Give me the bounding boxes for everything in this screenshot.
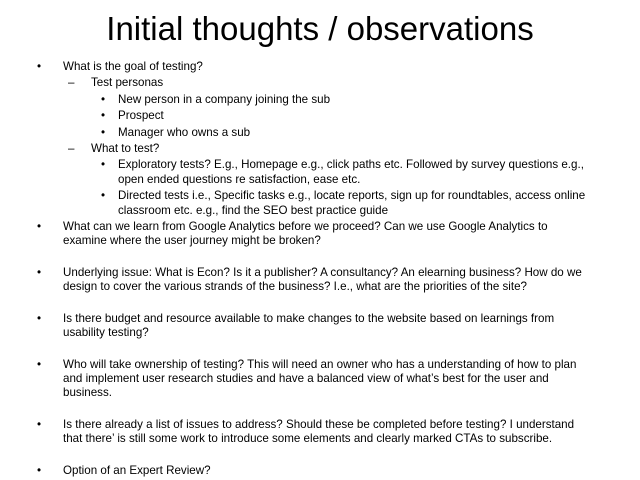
list-item bbox=[0, 93, 590, 107]
list-item-text: Option of an Expert Review? bbox=[63, 463, 211, 477]
bullet-icon: • bbox=[37, 357, 42, 371]
list-item-text: Prospect bbox=[118, 109, 164, 123]
bullet-icon: • bbox=[101, 92, 106, 106]
list-item bbox=[0, 312, 593, 341]
bullet-icon: • bbox=[101, 109, 106, 123]
list-item bbox=[0, 109, 590, 123]
list-item bbox=[0, 126, 590, 140]
bullet-icon: • bbox=[37, 417, 42, 431]
dash-icon: – bbox=[68, 76, 75, 90]
list-item-text: Manager who owns a sub bbox=[118, 125, 251, 139]
list-item bbox=[0, 76, 591, 90]
slide-body bbox=[0, 60, 640, 478]
list-item bbox=[0, 220, 593, 249]
list-item bbox=[0, 266, 593, 295]
list-item-text: Is there budget and resource available to make changes to the website based on learnings from usability testing? bbox=[63, 311, 555, 340]
bullet-icon: • bbox=[37, 60, 42, 73]
list-item-text: Who will take ownership of testing? This will need an owner who has a understanding of how to plan and implement user research studies and have a balanced view of what’s best for the user and business. bbox=[63, 357, 577, 400]
list-item-text: What to test? bbox=[91, 142, 160, 156]
slide-title: Initial thoughts / observations bbox=[106, 10, 534, 47]
bullet-icon: • bbox=[37, 463, 42, 477]
list-item bbox=[0, 60, 593, 74]
bullet-icon: • bbox=[37, 220, 42, 234]
list-item-text: Is there already a list of issues to address? Should these be completed before testing? I understand that there’ is still some work to introduce some elements and clearly marked CTAs to subscribe. bbox=[63, 417, 575, 446]
list-item-text: Exploratory tests? E.g., Homepage e.g., click paths etc. Followed by survey questions e.g., open ended questions re satisfaction, ease etc. bbox=[118, 158, 584, 186]
bullet-icon: • bbox=[37, 311, 42, 325]
list-item bbox=[0, 142, 591, 156]
bullet-icon: • bbox=[101, 125, 106, 139]
list-item-text: New person in a company joining the sub bbox=[118, 92, 331, 106]
list-item-text: Directed tests i.e., Specific tasks e.g., locate reports, sign up for roundtables, access online classroom etc. e.g., find the SEO best practice guide bbox=[118, 189, 586, 217]
list-item bbox=[0, 464, 593, 478]
list-item-text: Underlying issue: What is Econ? Is it a publisher? A consultancy? An elearning business? How do we design to cover the various strands of the business? I.e., what are the priorities of the site? bbox=[63, 265, 582, 294]
dash-icon: – bbox=[68, 142, 75, 156]
list-item bbox=[0, 418, 593, 447]
list-item-text: Test personas bbox=[91, 76, 164, 90]
bullet-icon: • bbox=[101, 189, 106, 203]
bullet-icon: • bbox=[37, 265, 42, 279]
list-item bbox=[0, 189, 590, 218]
list-item-text: What can we learn from Google Analytics before we proceed? Can we use Google Analytics to examine where the user journey might be broken? bbox=[63, 220, 548, 248]
bullet-icon: • bbox=[101, 158, 106, 172]
list-item bbox=[0, 158, 590, 187]
list-item bbox=[0, 358, 593, 401]
list-item-text: What is the goal of testing? bbox=[63, 60, 203, 73]
